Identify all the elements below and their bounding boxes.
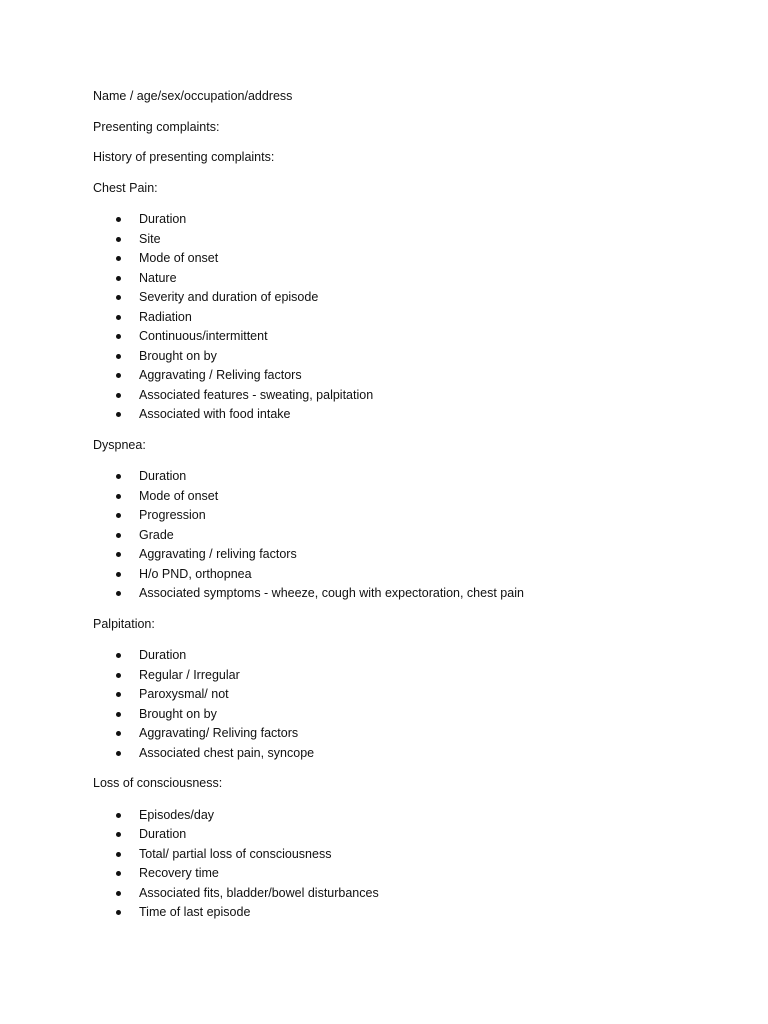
list-item-text: Regular / Irregular xyxy=(139,667,240,682)
list-item xyxy=(93,366,733,386)
section-loss-of-consciousness xyxy=(93,774,733,923)
bullet-icon xyxy=(116,712,121,717)
list-item xyxy=(93,685,733,705)
section-title: Dyspnea: xyxy=(93,437,146,452)
bullet-icon xyxy=(116,373,121,378)
list-item-text: Aggravating / Reliving factors xyxy=(139,368,302,382)
list-item xyxy=(93,230,733,250)
bullet-icon xyxy=(116,910,121,915)
bullet-icon xyxy=(116,852,121,857)
list-item-text: Associated chest pain, syncope xyxy=(139,745,315,760)
bullet-icon xyxy=(116,731,121,736)
list-item-text: Severity and duration of episode xyxy=(139,290,319,304)
list-item-text: Continuous/intermittent xyxy=(139,329,268,343)
list-item-text: Nature xyxy=(139,270,177,285)
list-item xyxy=(93,405,733,425)
bullet-icon xyxy=(116,276,121,281)
bullet-icon xyxy=(116,591,121,596)
bullet-icon xyxy=(116,533,121,538)
list-item xyxy=(93,646,733,666)
list-item-text: Progression xyxy=(139,508,206,522)
list-item xyxy=(93,584,733,604)
list-item xyxy=(93,269,733,289)
list-item xyxy=(93,744,733,764)
bullet-icon xyxy=(116,572,121,577)
bullet-icon xyxy=(116,673,121,678)
list-item xyxy=(93,288,733,308)
list-item-text: Duration xyxy=(139,648,187,662)
bullet-icon xyxy=(116,412,121,417)
bullet-icon xyxy=(116,315,121,320)
bullet-icon xyxy=(116,692,121,697)
bullet-icon xyxy=(116,871,121,876)
list-item xyxy=(93,545,733,565)
bullet-icon xyxy=(116,354,121,359)
list-item-text: Radiation xyxy=(139,309,192,324)
list-item-text: Time of last episode xyxy=(139,905,251,919)
list-item-text: Aggravating/ Reliving factors xyxy=(139,726,299,740)
list-item xyxy=(93,249,733,269)
history-heading: History of presenting complaints: xyxy=(93,150,275,164)
list-item-text: Episodes/day xyxy=(139,807,215,822)
section-palpitation xyxy=(93,615,733,764)
presenting-complaints-heading: Presenting complaints: xyxy=(93,119,220,134)
list-item-text: Duration xyxy=(139,469,187,483)
section-dyspnea xyxy=(93,436,733,604)
list-item xyxy=(93,903,733,923)
bullet-icon xyxy=(116,813,121,818)
list-item xyxy=(93,565,733,585)
bullet-icon xyxy=(116,494,121,499)
list-item xyxy=(93,705,733,725)
list-item xyxy=(93,825,733,845)
list-item-text: Recovery time xyxy=(139,866,219,880)
section-title: Palpitation: xyxy=(93,616,155,631)
section-chest-pain xyxy=(93,179,733,425)
list-item-text: Associated features - sweating, palpitation xyxy=(139,387,374,402)
list-item-text: Duration xyxy=(139,212,187,226)
list-item xyxy=(93,327,733,347)
list-item xyxy=(93,884,733,904)
bullet-icon xyxy=(116,552,121,557)
list-item-text: Total/ partial loss of consciousness xyxy=(139,846,332,861)
list-item xyxy=(93,806,733,826)
bullet-icon xyxy=(116,295,121,300)
list-item xyxy=(93,864,733,884)
list-item-text: Associated symptoms - wheeze, cough with expectoration, chest pain xyxy=(139,586,524,600)
list-item-text: Site xyxy=(139,231,161,246)
list-item xyxy=(93,666,733,686)
bullet-icon xyxy=(116,237,121,242)
list-item xyxy=(93,210,733,230)
document-page xyxy=(93,87,733,923)
list-item xyxy=(93,845,733,865)
list-item xyxy=(93,386,733,406)
bullet-list xyxy=(93,806,733,923)
bullet-list xyxy=(93,646,733,763)
list-item-text: H/o PND, orthopnea xyxy=(139,566,252,581)
list-item xyxy=(93,467,733,487)
list-item xyxy=(93,724,733,744)
bullet-icon xyxy=(116,653,121,658)
list-item-text: Mode of onset xyxy=(139,488,219,503)
section-title: Loss of consciousness: xyxy=(93,776,223,790)
bullet-icon xyxy=(116,256,121,261)
list-item-text: Brought on by xyxy=(139,706,217,721)
list-item-text: Aggravating / reliving factors xyxy=(139,547,297,561)
list-item-text: Associated fits, bladder/bowel disturbances xyxy=(139,885,379,900)
list-item xyxy=(93,526,733,546)
list-item-text: Associated with food intake xyxy=(139,407,291,421)
bullet-icon xyxy=(116,751,121,756)
bullet-icon xyxy=(116,832,121,837)
list-item-text: Mode of onset xyxy=(139,251,219,265)
list-item xyxy=(93,506,733,526)
bullet-icon xyxy=(116,393,121,398)
bullet-icon xyxy=(116,513,121,518)
patient-details-line: Name / age/sex/occupation/address xyxy=(93,89,293,103)
bullet-icon xyxy=(116,474,121,479)
bullet-icon xyxy=(116,217,121,222)
list-item-text: Grade xyxy=(139,527,174,542)
section-title: Chest Pain: xyxy=(93,180,158,195)
list-item xyxy=(93,347,733,367)
list-item xyxy=(93,487,733,507)
list-item-text: Brought on by xyxy=(139,348,217,363)
list-item xyxy=(93,308,733,328)
list-item-text: Duration xyxy=(139,827,187,841)
list-item-text: Paroxysmal/ not xyxy=(139,687,229,701)
bullet-icon xyxy=(116,334,121,339)
bullet-list xyxy=(93,210,733,425)
bullet-list xyxy=(93,467,733,604)
bullet-icon xyxy=(116,891,121,896)
